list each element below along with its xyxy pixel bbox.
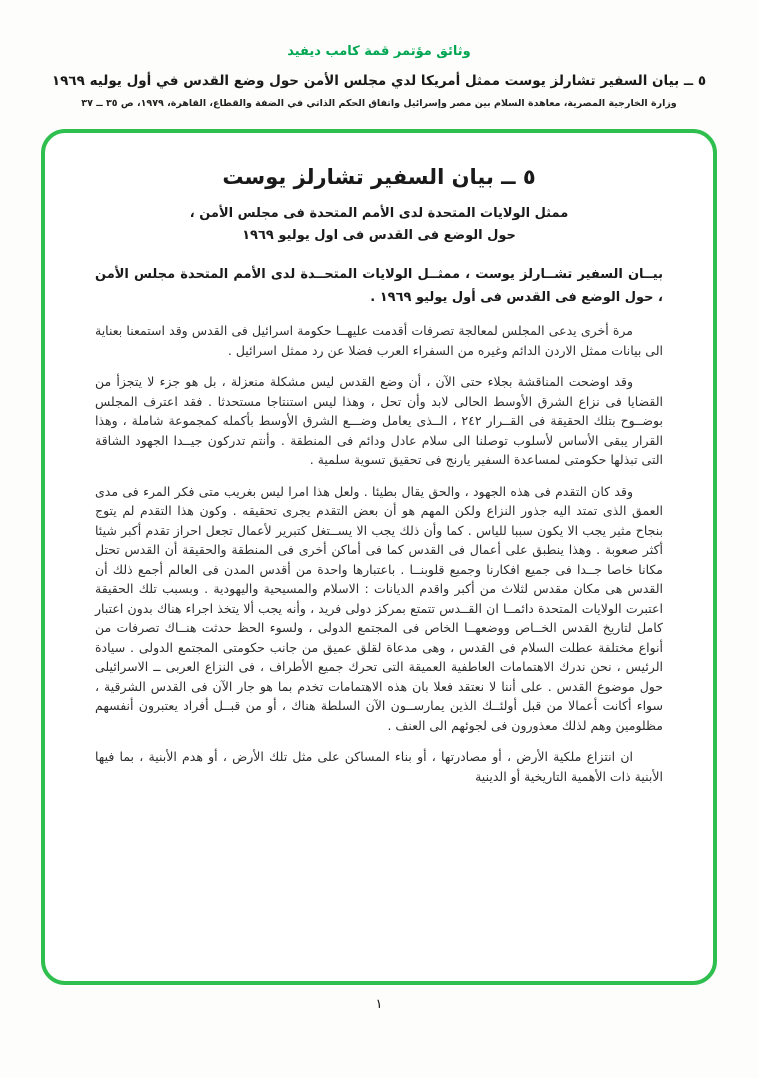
document-subtitle <box>95 203 663 247</box>
body-paragraph: ان انتزاع ملكية الأرض ، أو مصادرتها ، أو بناء المساكن على مثل تلك الأرض ، أو هدم الأبنية ، بما فيها الأبنية ذات الأهمية التاريخية أو الدينية <box>95 749 663 784</box>
body-paragraph: وقد كان التقدم فى هذه الجهود ، والحق يقال بطيئا . ولعل هذا امرا ليس بغريب متى فكر المرء فى مدى العمق الذى تمتد اليه جذور النزاع ولكن المهم هو أن بعض التقدم يجرى تحقيقه . وكون هذا التقدم لم يتوج بنجاح مثير يجب الا يكون سببا للياس . كما وأن ذلك يجب الا يســتغل كتبرير لأعمال تجعل احراز تقدم أكبر شيئا أكثر صعوبة . وهذا ينطبق على أعمال فى القدس كما فى أماكن أخرى فى المنطقة والحقيقة أن القدس تحتل مكانا خاصا جــدا فى جميع افكارنا وجميع قلوبنــا . باعتبارها واحدة من أقدس المدن فى العالم أجمع ذلك أن القدس هى مكان مقدس لثلاث من أكبر واقدم الديانات : الاسلام والمسيحية واليهودية . وبسبب تلك الحقيقة اعتبرت الولايات المتحدة دائمــا ان القــدس تتمتع بمركز دولى فريد ، وأنه يجب ألا يتخذ اجراء هناك بدون اعتبار كامل لتاريخ القدس الخــاص ووضعهــا الخاص فى المجتمع الدولى ، ولسوء الحظ حدثت هنــاك تصرفات من أنواع مختلفة عطلت السلام فى القدس ، وهى مدعاة لقلق عميق من جانب حكومتى المجتمع الدولى . سيادة الرئيس ، نحن ندرك الاهتمامات العاطفية العميقة التى تحرك جميع الأطراف ، فى النزاع العربى ــ الاسرائيلى حول موضوع القدس . على أننا لا نعتقد فعلا بان هذه الاهتمامات تخدم بما هو جار الآن فى القدس الشرقية ، سواء أكانت أعمالا من قبل أولئــك الذين يمارســون الآن السلطة هناك ، أو من قبــل أفراد يعتبرون أنفسهم مظلومين وهم لذلك معذورون فى لجوئهم الى العنف . <box>95 483 663 733</box>
series-title: وثائق مؤتمر قمة كامب ديفيد <box>287 44 471 59</box>
document-subtitle-line1: ممثل الولايات المتحدة لدى الأمم المتحدة فى مجلس الأمن ، <box>189 206 569 221</box>
document-frame <box>41 129 717 985</box>
source-citation: وزارة الخارجية المصرية، معاهدة السلام بين مصر وإسرائيل واتفاق الحكم الذاتي في الضفة والقطاع، القاهرة، ١٩٧٩، ص ٣٥ ــ ٣٧ <box>81 98 677 109</box>
document-headline: ٥ ــ بيان السفير تشارلز يوست ممثل أمريكا لدي مجلس الأمن حول وضع القدس في أول يوليه ١٩٦٩ <box>51 73 707 89</box>
document-subtitle-line2: حول الوضع فى القدس فى اول يوليو ١٩٦٩ <box>242 228 516 243</box>
document-title: ٥ ــ بيان السفير تشارلز يوست <box>222 165 536 189</box>
page-header <box>0 0 758 109</box>
page-number: ١ <box>375 997 383 1012</box>
document-body <box>95 321 663 786</box>
body-paragraph: مرة أخرى يدعى المجلس لمعالجة تصرفات أقدمت عليهــا حكومة اسرائيل فى القدس وقد استمعنا بعناية الى بيانات ممثل الاردن الدائم وغيره من السفراء العرب فضلا عن رد ممثل اسرائيل . <box>95 323 663 358</box>
lead-paragraph: بيــان السفير تشــارلز يوست ، ممثــل الولايات المتحــدة لدى الأمم المتحدة مجلس الأمن ، حول الوضع فى القدس فى أول يوليو ١٩٦٩ . <box>95 267 663 305</box>
body-paragraph: وقد اوضحت المناقشة بجلاء حتى الآن ، أن وضع القدس ليس مشكلة منعزلة ، بل هو جزء لا يتجزأ من القضايا فى نزاع الشرق الأوسط الحالى لابد وأن تحل ، وهذا ليس استنتاجا مستحدثا . فقد اعترف المجلس بوضــوح بتلك الحقيقة فى القــرار ٢٤٢ ، الــذى يعامل وضـــع الشرق الأوسط بأكمله كمجموعة شاملة ، وهذا القرار يبقى الأساس لأسلوب توصلنا الى سلام عادل ودائم فى المنطقة . وأنتم تدركون جيــدا الجهود الشاقة التى تبذلها حكومتى لمساعدة السفير يارنج فى تحقيق تسوية سلمية . <box>95 374 663 467</box>
